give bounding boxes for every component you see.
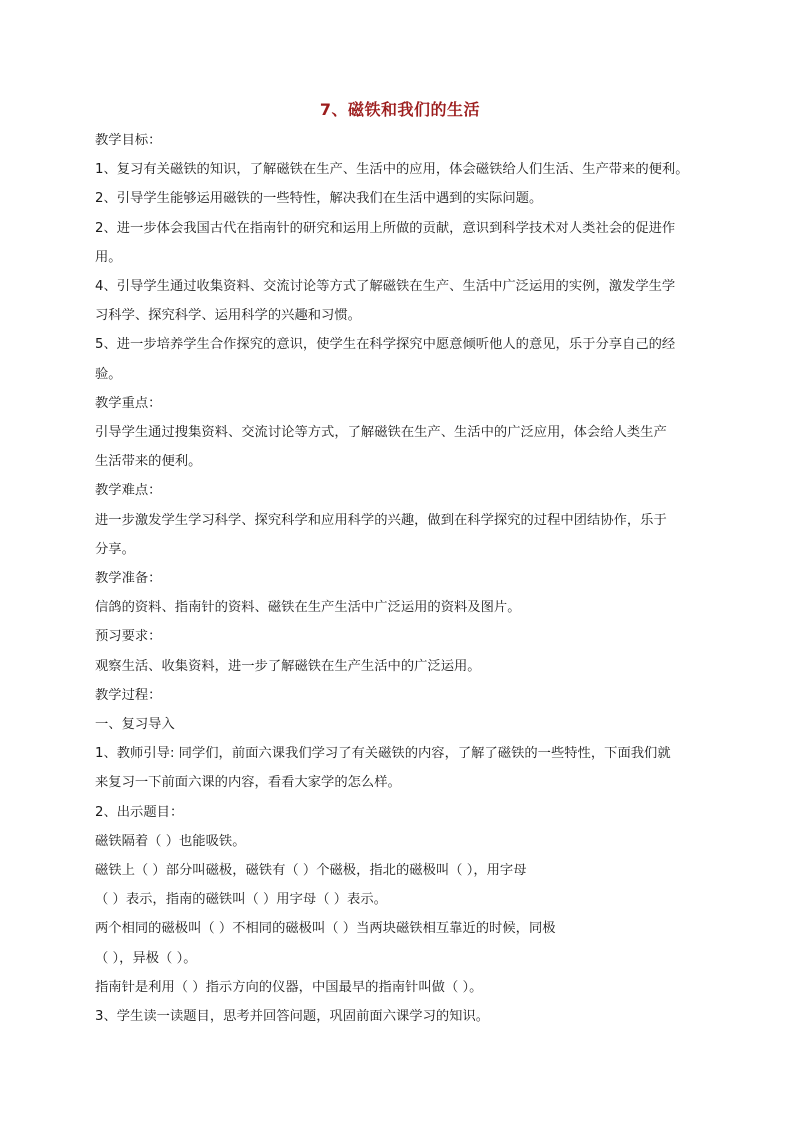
- process-step-3: 3、学生读一读题目，思考并回答问题，巩固前面六课学习的知识。: [95, 1009, 490, 1025]
- objective-3-line-2: 用。: [95, 249, 122, 265]
- question-2-line-1: 磁铁上（ ）部分叫磁极，磁铁有（ ）个磁极，指北的磁极叫（ ），用字母: [95, 863, 527, 879]
- difficulties-line-2: 分享。: [95, 541, 135, 557]
- objective-4-line-2: 习科学、探究科学、运用科学的兴趣和习惯。: [95, 308, 361, 324]
- objective-3-line-1: 2、进一步体会我国古代在指南针的研究和运用上所做的贡献，意识到科学技术对人类社会的促进作: [95, 220, 676, 236]
- section-heading-process: 教学过程：: [95, 687, 162, 703]
- question-3-line-2: （ ），异极（ ）。: [95, 950, 197, 966]
- key-points-line-1: 引导学生通过搜集资料、交流讨论等方式，了解磁铁在生产、生活中的广泛应用，体会给人类生产: [95, 425, 667, 441]
- section-heading-difficulties: 教学难点：: [95, 483, 162, 499]
- question-2-line-2: （ ）表示，指南的磁铁叫（ ）用字母（ ）表示。: [95, 892, 387, 908]
- objective-4-line-1: 4、引导学生通过收集资料、交流讨论等方式了解磁铁在生产、生活中广泛运用的实例，激发学生学: [95, 279, 676, 295]
- document-page: [95, 96, 705, 1031]
- process-step-1-line-2: 来复习一下前面六课的内容，看看大家学的怎么样。: [95, 775, 401, 791]
- question-3-line-1: 两个相同的磁极叫（ ）不相同的磁极叫（ ）当两块磁铁相互靠近的时候，同极: [95, 921, 556, 937]
- objective-5-line-1: 5、进一步培养学生合作探究的意识，使学生在科学探究中愿意倾听他人的意见，乐于分享自己的经: [95, 337, 676, 353]
- section-heading-objectives: 教学目标：: [95, 133, 162, 148]
- question-4: 指南针是利用（ ）指示方向的仪器，中国最早的指南针叫做（ ）。: [95, 979, 483, 995]
- key-points-line-2: 生活带来的便利。: [95, 454, 202, 470]
- document-title: 7、磁铁和我们的生活: [319, 100, 481, 119]
- document-body: [95, 126, 705, 1031]
- preparation-text: 信鸽的资料、指南针的资料、磁铁在生产生活中广泛运用的资料及图片。: [95, 600, 521, 616]
- process-part-1-heading: 一、复习导入: [95, 717, 175, 733]
- preview-text: 观察生活、收集资料，进一步了解磁铁在生产生活中的广泛运用。: [95, 658, 481, 674]
- section-heading-preparation: 教学准备：: [95, 571, 162, 587]
- objective-2: 2、引导学生能够运用磁铁的一些特性，解决我们在生活中遇到的实际问题。: [95, 191, 543, 207]
- objective-5-line-2: 验。: [95, 366, 122, 382]
- difficulties-line-1: 进一步激发学生学习科学、探究科学和应用科学的兴趣，做到在科学探究的过程中团结协作，乐于: [95, 512, 667, 528]
- section-heading-preview: 预习要求：: [95, 629, 162, 645]
- question-1: 磁铁隔着（ ）也能吸铁。: [95, 833, 246, 849]
- section-heading-key-points: 教学重点：: [95, 395, 162, 411]
- process-step-2: 2、出示题目：: [95, 804, 184, 820]
- process-step-1-line-1: 1、教师引导: 同学们，前面六课我们学习了有关磁铁的内容，了解了磁铁的一些特性，下面我们就: [95, 746, 671, 762]
- objective-1: 1、复习有关磁铁的知识，了解磁铁在生产、生活中的应用，体会磁铁给人们生活、生产带来的便利。: [95, 162, 689, 178]
